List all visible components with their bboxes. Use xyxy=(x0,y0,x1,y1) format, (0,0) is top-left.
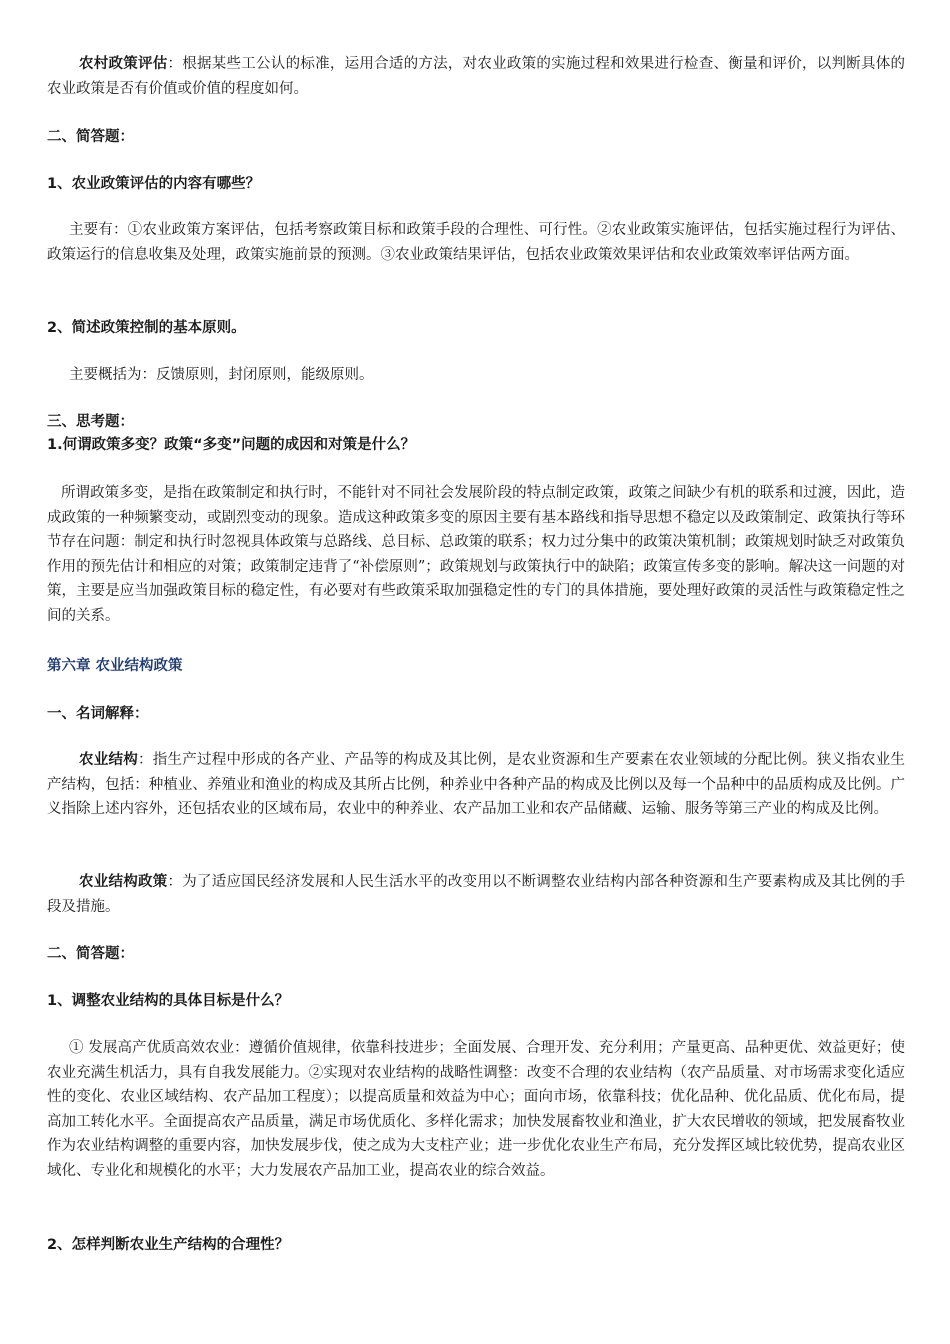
definition-text: ：为了适应国民经济发展和人民生活水平的改变用以不断调整农业结构内部各种资源和生产要素构成及其比例的手段及措施。 xyxy=(47,874,905,915)
definition-rural-policy-evaluation xyxy=(47,52,905,101)
term-label: 农业结构政策 xyxy=(79,874,168,890)
question-heading: 2、简述政策控制的基本原则。 xyxy=(47,320,246,336)
question-heading: 1、农业政策评估的内容有哪些？ xyxy=(47,176,261,192)
section-heading-terms: 一、名词解释： xyxy=(47,706,149,722)
definition-text: ：指生产过程中形成的各产业、产品等的构成及其比例，是农业资源和生产要素在农业领域的分配比例。狭义指农业生产结构，包括：种植业、养殖业和渔业的构成及其所占比例，种养业中各种产品的构成及比例以及每一个品种中的品质构成及比例。广义指除上述内容外，还包括农业的区域布局，农业中的种养业、农产品加工业和农产品储藏、运输、服务等第三产业的构成及比例。 xyxy=(47,752,906,817)
answer-paragraph: 主要概括为：反馈原则，封闭原则，能级原则。 xyxy=(69,367,374,383)
question-heading: 1、调整农业结构的具体目标是什么？ xyxy=(47,993,290,1009)
term-label: 农村政策评估 xyxy=(79,56,168,72)
definition-agricultural-structure xyxy=(47,748,905,822)
answer-paragraph: 所谓政策多变，是指在政策制定和执行时，不能针对不同社会发展阶段的特点制定政策，政策之间缺少有机的联系和过渡，因此，造成政策的一种频繁变动，或剧烈变动的现象。造成这种政策多变的原因主要有基本路线和指导思想不稳定以及政策制定、政策执行等环节存在问题：制定和执行时忽视具体政策与总路线、总目标、总政策的联系；权力过分集中的政策决策机制；政策规划时缺乏对政策负作用的预先估计和相应的对策；政策制定违背了“补偿原则”；政策规划与政策执行中的缺陷；政策宣传多变的影响。解决这一问题的对策，主要是应当加强政策目标的稳定性，有必要对有些政策采取加强稳定性的专门的具体措施，要处理好政策的灵活性与政策稳定性之间的关系。 xyxy=(47,485,905,624)
section-heading-short-answer: 二、简答题： xyxy=(47,946,134,962)
answer-paragraph: 主要有：①农业政策方案评估，包括考察政策目标和政策手段的合理性、可行性。②农业政策实施评估，包括实施过程行为评估、政策运行的信息收集及处理，政策实施前景的预测。③农业政策结果评估，包括农业政策效果评估和农业政策效率评估两方面。 xyxy=(47,222,905,263)
definition-text: ：根据某些工公认的标准，运用合适的方法，对农业政策的实施过程和效果进行检查、衡量和评价，以判断具体的农业政策是否有价值或价值的程度如何。 xyxy=(47,56,905,97)
question-heading: 1.何谓政策多变？政策“多变”问题的成因和对策是什么？ xyxy=(47,437,416,453)
section-heading-thinking: 三、思考题： xyxy=(47,414,134,430)
question-heading: 2、怎样判断农业生产结构的合理性？ xyxy=(47,1237,290,1253)
term-label: 农业结构 xyxy=(79,752,139,768)
definition-agricultural-structure-policy xyxy=(47,870,905,919)
chapter-title: 第六章 农业结构政策 xyxy=(47,658,183,674)
answer-paragraph: ① 发展高产优质高效农业：遵循价值规律，依靠科技进步；全面发展、合理开发、充分利用；产量更高、品种更优、效益更好；使农业充满生机活力，具有自我发展能力。②实现对农业结构的战略性调整：改变不合理的农业结构（农产品质量、对市场需求变化适应性的变化、农业区域结构、农产品加工程度）；以提高质量和效益为中心；面向市场，依靠科技；优化品种、优化品质、优化布局，提高加工转化水平。全面提高农产品质量，满足市场优质化、多样化需求；加快发展畜牧业和渔业，扩大农民增收的领域，把发展畜牧业作为农业结构调整的重要内容，加快发展步伐，使之成为大支柱产业；进一步优化农业生产布局，充分发挥区域比较优势，提高农业区域化、专业化和规模化的水平；大力发展农产品加工业，提高农业的综合效益。 xyxy=(47,1040,905,1179)
section-heading-short-answer: 二、简答题： xyxy=(47,129,134,145)
